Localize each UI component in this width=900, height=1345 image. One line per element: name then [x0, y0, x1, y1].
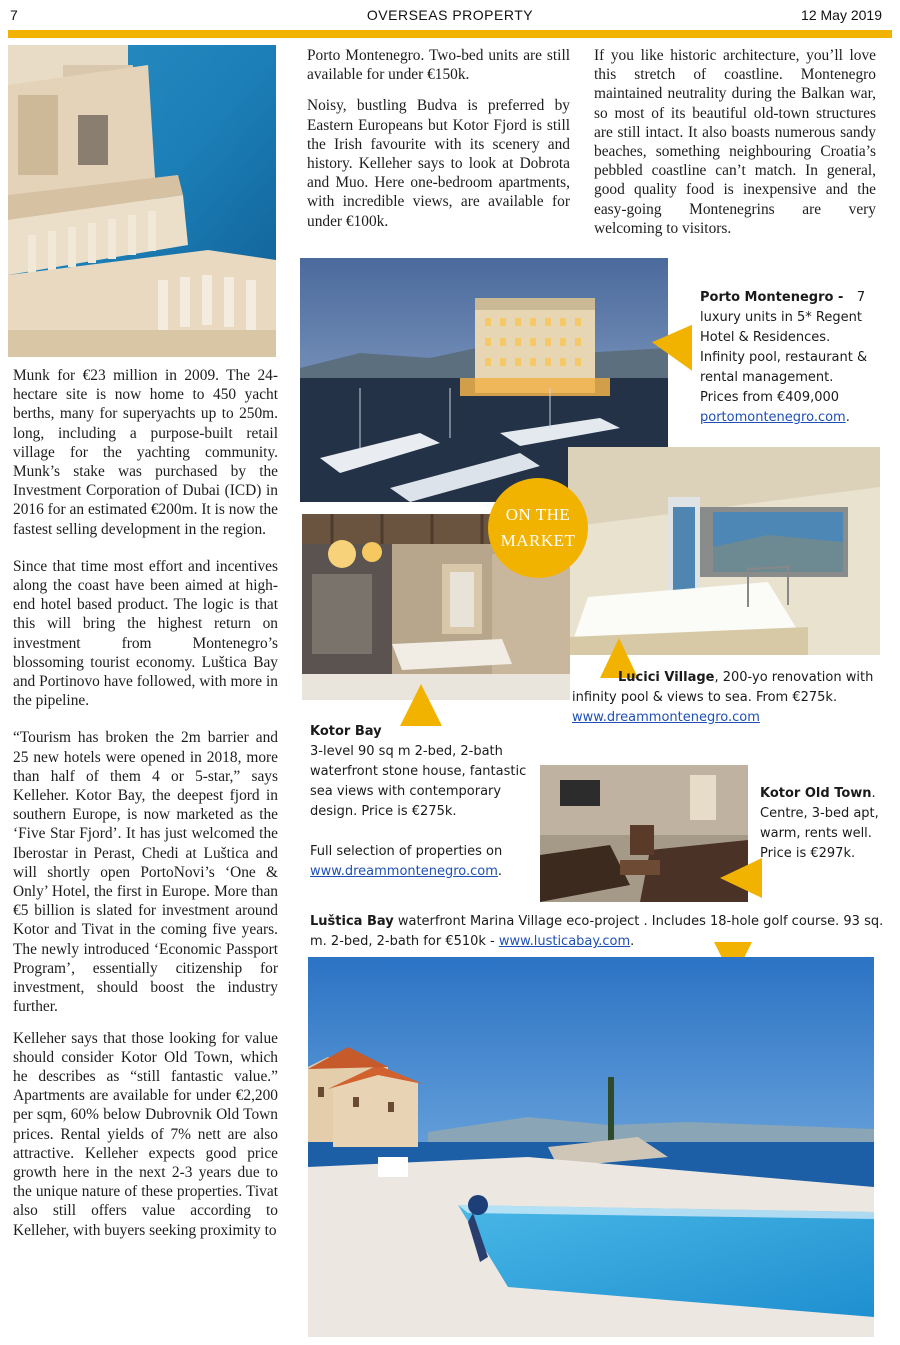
lustica-bay-link[interactable]: www.lusticabay.com [498, 934, 631, 949]
column-1-paragraph: Since that time most effort and incentives along the coast have been aimed at high-end hotel based product. The logic is that this will bring the highest return on investment from Montenegro’s blossoming tourist economy. Luštica Bay and Portinovo have followed, with more in the pipeline. [13, 557, 278, 710]
article-column-2 [307, 46, 570, 243]
kotor-old-town-living-room-photo [540, 765, 748, 902]
kotor-bay-caption [310, 722, 535, 882]
lucici-village-bedroom-photo [568, 447, 880, 655]
column-2-paragraph: Noisy, bustling Budva is preferred by Eastern Europeans but Kotor Fjord is still the Irish favourite with its scenery and history. Kelleher says to look at Dobrota and Muo. Here one-bedroom apartments, with incredible views, are available for under €100k. [307, 97, 570, 230]
on-the-market-badge [488, 478, 588, 578]
column-1-paragraph: Kelleher says that those looking for value should consider Kotor Old Town, which he describes as “still fantastic value.” Apartments are available for under €2,200 per sqm, 60% below Dubrovnik Old Town prices. Rental yields of 7% nett are also attractive. Kelleher expects good price growth here in the next 2-3 years due to the unique nature of these properties. Tivat also still offers value according to Kelleher, with buyers seeking proximity to [13, 1029, 278, 1239]
column-1-paragraph: Munk for €23 million in 2009. The 24-hectare site is now home to 450 yacht berths, many for superyachts up to 250m. long, including a purpose-built retail village for the yachting community. Munk’s stake was purchased by the Investment Corporation of Dubai (ICD) in 2016 for an estimated €200m. It is now the fastest selling development in the region. [13, 367, 278, 538]
caption-end: . [630, 934, 635, 949]
caption-text: , 200-yo renovation with infinity pool & views to sea. From €275k. [572, 670, 874, 705]
publication-title: OVERSEAS PROPERTY [366, 7, 534, 23]
caption-title: Lucici Village [618, 670, 715, 685]
badge-line-2: MARKET [500, 531, 576, 550]
article-column-1 [13, 366, 278, 1252]
lustica-bay-caption [310, 912, 890, 952]
caption-end: . [497, 864, 503, 879]
issue-date: 12 May 2019 [801, 7, 882, 23]
column-3-paragraph: If you like historic architecture, you’ll love this stretch of coastline. Montenegro maintained neutrality during the Balkan war, so most of its beautiful old-town structures are still intact. It also boasts numerous sandy beaches, something neighbouring Croatia’s pebbled coastline can’t match. In general, good quality food is inexpensive and the easy-going Montenegrins are very welcoming to visitors. [594, 47, 876, 237]
caption-selection: Full selection of properties on [310, 844, 503, 859]
caption-title: Kotor Bay [310, 724, 382, 739]
page-number: 7 [10, 7, 18, 23]
caption-text: Centre, 3-bed apt, warm, rents well. Price is €297k. [760, 806, 879, 861]
porto-montenegro-link[interactable]: portomontenegro.com [700, 410, 846, 425]
porto-montenegro-caption [700, 288, 870, 428]
header-rule [8, 30, 892, 38]
caption-title: Luštica Bay [310, 914, 394, 929]
caption-separator: - [833, 290, 857, 305]
arrow-icon [720, 858, 762, 898]
arrow-icon [400, 684, 442, 726]
column-2-paragraph: Porto Montenegro. Two-bed units are still available for under €150k. [307, 47, 570, 84]
caption-title: Porto Montenegro [700, 290, 834, 305]
article-column-3 [594, 46, 876, 250]
caption-text: 7 luxury units in 5* Regent Hotel & Residences. Infinity pool, restaurant & rental management. Prices from €409,000 [700, 290, 868, 405]
caption-text: 3-level 90 sq m 2-bed, 2-bath waterfront stone house, fantastic sea views with contemporary design. Price is €275k. [310, 744, 527, 819]
lucici-village-caption [572, 668, 882, 728]
column-1-paragraph: “Tourism has broken the 2m barrier and 25 new hotels were opened in 2018, more than half of them 4 or 5-star,” says Kelleher. Kotor Bay, the deepest fjord in southern Europe, is now marketed as the ‘Five Star Fjord’. It has just welcomed the Iberostar in Perast, Chedi at Luštica and will shortly open PortoNovi’s ‘One & Only’ Hotel, the first in Europe. More than €5 billion is slated for investment around Kotor and Tivat in the coming five years. The newly introduced ‘Economic Passport Program’, essentially citizenship for investment, should boost the industry further. [13, 729, 278, 1016]
lucici-village-link[interactable]: www.dreammontenegro.com [572, 710, 760, 725]
caption-end: . [871, 786, 876, 801]
lustica-bay-pool-photo [308, 957, 874, 1337]
arrow-icon [652, 319, 692, 371]
kotor-bay-link[interactable]: www.dreammontenegro.com [310, 864, 498, 879]
kotor-old-town-caption [760, 784, 880, 864]
caption-title: Kotor Old Town [760, 786, 872, 801]
balcony-sea-photo [8, 45, 276, 357]
caption-text: waterfront Marina Village eco-project . Includes 18-hole golf course. 93 sq. m. 2-bed, 2-bath for €510k - [310, 914, 884, 949]
caption-end: . [845, 410, 850, 425]
badge-line-1: ON THE [505, 505, 571, 524]
